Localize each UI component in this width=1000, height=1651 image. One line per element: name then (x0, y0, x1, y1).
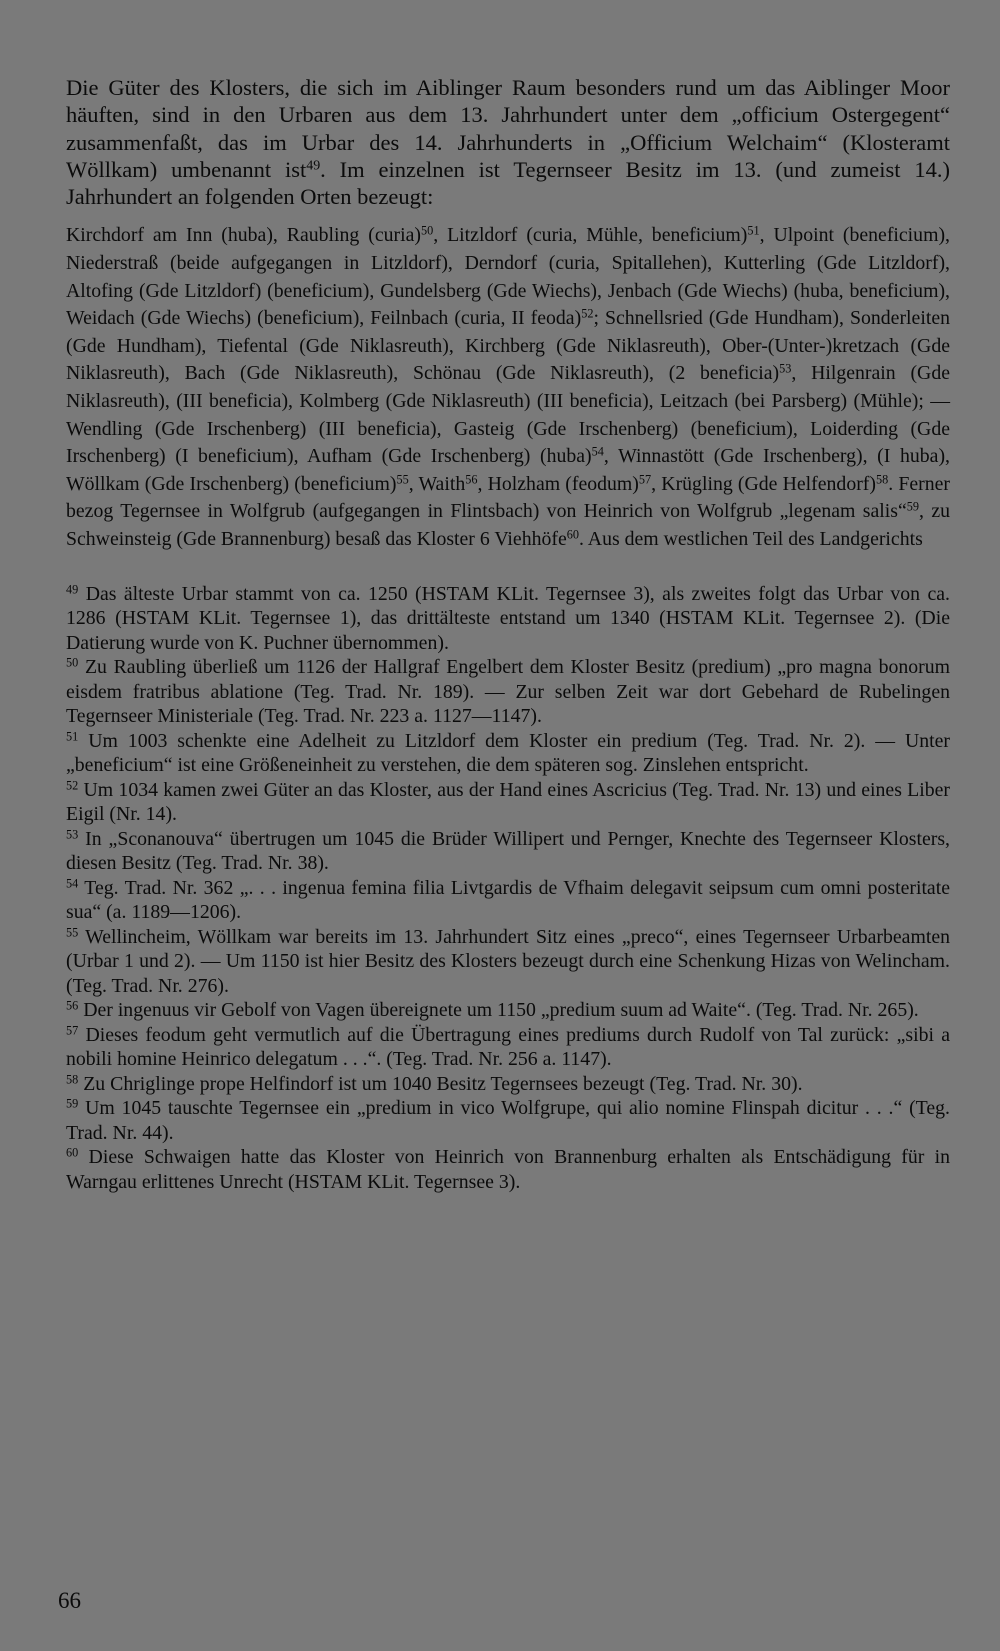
places-paragraph (66, 222, 950, 553)
footnote-number: 58 (66, 1071, 79, 1086)
footnote-text: Teg. Trad. Nr. 362 „. . . ingenua femina filia Livtgardis de Vfhaim delegavit seipsum cum omni posteritate sua“ (a. 1189—1206). (66, 876, 950, 924)
footnote (66, 998, 950, 1023)
footnote-number: 54 (66, 875, 79, 890)
text-run: ; Schnellsried (Gde Hundham), Sonderleiten (Gde Hundham), Tiefental (Gde Niklasreuth), Kirchberg (Gde Niklasreuth), Ober-(Unter-)kretzach (Gde Niklasreuth), Bach (Gde Niklasreuth), Schönau (Gde Niklasreuth), (2 beneficia) (66, 307, 950, 385)
footnote-number: 59 (66, 1096, 79, 1111)
footnote-reference: 56 (465, 472, 478, 487)
text-run: Kirchdorf am Inn (huba), Raubling (curia) (66, 224, 421, 247)
footnote-reference: 55 (396, 472, 409, 487)
text-run: , zu Schweinsteig (Gde Brannenburg) besaß das Kloster 6 Viehhöfe (66, 500, 950, 551)
footnote-text: Um 1003 schenkte eine Adelheit zu Litzldorf dem Kloster ein predium (Teg. Trad. Nr. 2). — Unter „beneficium“ ist eine Größeneinheit zu verstehen, die dem späteren sog. Zinslehen entspricht. (66, 729, 950, 777)
footnote-number: 49 (66, 581, 79, 596)
footnote-number: 55 (66, 924, 79, 939)
footnote-reference: 54 (591, 444, 604, 459)
footnote-reference: 60 (566, 527, 579, 542)
text-run: , Litzldorf (curia, Mühle, beneficium) (433, 224, 748, 247)
footnote-text: Diese Schwaigen hatte das Kloster von Heinrich von Brannenburg erhalten als Entschädigung für in Warngau erlittenes Unrecht (HSTAM KLit. Tegernsee 3). (66, 1146, 950, 1193)
text-run: . Ferner bezog Tegernsee in Wolfgrub (aufgegangen in Flintsbach) von Heinrich von Wolfgrub „legenam salis“ (66, 472, 950, 523)
footnote-text: Um 1045 tauschte Tegernsee ein „predium in vico Wolfgrupe, qui alio nomine Flinspah dicitur . . .“ (Teg. Trad. Nr. 44). (66, 1097, 950, 1144)
footnote (66, 1072, 950, 1097)
text-run: . Im einzelnen ist Tegernseer Besitz im 13. (und zumeist 14.) Jahrhundert an folgenden Orten bezeugt: (66, 156, 950, 210)
footnote-text: Zu Chriglinge prope Helfindorf ist um 1040 Besitz Tegernsees bezeugt (Teg. Trad. Nr. 30). (83, 1072, 803, 1095)
footnote-number: 60 (66, 1145, 79, 1160)
footnote (66, 778, 950, 827)
footnote-number: 53 (66, 826, 79, 841)
footnote-reference: 58 (875, 472, 889, 487)
footnote (66, 655, 950, 729)
footnote-reference: 53 (779, 361, 792, 376)
footnote (66, 1023, 950, 1072)
footnote (66, 876, 950, 925)
footnote-reference: 50 (420, 223, 434, 238)
footnote-text: Zu Raubling überließ um 1126 der Hallgraf Engelbert dem Kloster Besitz (predium) „pro magna bonorum eisdem fratribus ablatione (Teg. Trad. Nr. 189). — Zur selben Zeit war dort Gebehard de Rubelingen Tegernseer Ministeriale (Teg. Trad. Nr. 223 a. 1127—1147). (66, 656, 950, 728)
text-run: Die Güter des Klosters, die sich im Aiblinger Raum besonders rund um das Aiblinger Moor häuften, sind in den Urbaren aus dem 13. Jahrhundert unter dem „officium Ostergegent“ zusammenfaßt, das im Urbar des 14. Jahrhunderts in „Officium Welchaim“ (Klosteramt Wöllkam) umbenannt ist (66, 75, 950, 182)
text-run: , Krügling (Gde Helfendorf) (651, 472, 876, 495)
text-run: . Aus dem westlichen Teil des Landgerichts (579, 528, 923, 551)
text-run: , Holzham (feodum) (477, 472, 639, 495)
footnote-number: 57 (66, 1022, 79, 1037)
footnote-number: 56 (66, 998, 79, 1013)
text-run: , Hilgenrain (Gde Niklasreuth), (III beneficia), Kolmberg (Gde Niklasreuth) (III beneficia), Leitzach (bei Parsberg) (Mühle); — Wendling (Gde Irschenberg) (III beneficia), Gasteig (Gde Irschenberg) (beneficium), Loiderding (Gde Irschenberg) (I beneficium), Aufham (Gde Irschenberg) (huba) (66, 362, 950, 468)
footnote-text: Um 1034 kamen zwei Güter an das Kloster, aus der Hand eines Ascricius (Teg. Trad. Nr. 13) und eines Liber Eigil (Nr. 14). (66, 778, 950, 826)
footnotes (66, 582, 950, 1195)
footnote-reference: 52 (581, 306, 594, 321)
text-run: , Waith (408, 472, 466, 495)
footnote-text: Dieses feodum geht vermutlich auf die Übertragung eines prediums durch Rudolf von Tal zurück: „sibi a nobili homine Heinrico delegatum . . .“. (Teg. Trad. Nr. 256 a. 1147). (66, 1023, 950, 1071)
footnote-text: Wellincheim, Wöllkam war bereits im 13. Jahrhundert Sitz eines „preco“, eines Tegernseer Urbarbeamten (Urbar 1 und 2). — Um 1150 ist hier Besitz des Klosters bezeugt durch eine Schenkung Hizas von Welincham. (Teg. Trad. Nr. 276). (66, 925, 950, 997)
text-run: , Ulpoint (beneficium), Niederstraß (beide aufgegangen in Litzldorf), Derndorf (curia, Spitallehen), Kutterling (Gde Litzldorf), Altofing (Gde Litzldorf) (beneficium), Gundelsberg (Gde Wiechs), Jenbach (Gde Wiechs) (huba, beneficium), Weidach (Gde Wiechs) (beneficium), Feilnbach (curia, II feoda) (66, 224, 950, 330)
footnote (66, 1096, 950, 1145)
footnote-reference: 57 (638, 472, 652, 487)
footnote-number: 52 (66, 777, 79, 792)
footnote-number: 51 (66, 728, 79, 743)
footnote (66, 582, 950, 656)
footnote-number: 50 (66, 655, 79, 670)
footnote-reference: 49 (306, 158, 321, 174)
footnote-text: Der ingenuus vir Gebolf von Vagen übereignete um 1150 „predium suum ad Waite“. (Teg. Trad. Nr. 265). (83, 999, 919, 1022)
page-number: 66 (58, 1588, 81, 1613)
footnote-text: Das älteste Urbar stammt von ca. 1250 (HSTAM KLit. Tegernsee 3), als zweites folgt das Urbar von ca. 1286 (HSTAM KLit. Tegernsee 1), das drittälteste entstand um 1340 (HSTAM KLit. Tegernsee 2). (Die Datierung wurde von K. Puchner übernommen). (66, 582, 950, 654)
footnote-reference: 59 (906, 499, 920, 514)
footnote-reference: 51 (747, 223, 760, 238)
footnote (66, 729, 950, 778)
footnote (66, 1145, 950, 1194)
text-run: , Winnastött (Gde Irschenberg), (I huba), Wöllkam (Gde Irschenberg) (beneficium) (66, 445, 950, 495)
footnote-text: In „Sconanouva“ übertrugen um 1045 die Brüder Willipert und Pernger, Knechte des Tegernseer Klosters, diesen Besitz (Teg. Trad. Nr. 38). (66, 827, 950, 875)
footnote (66, 925, 950, 999)
intro-paragraph (66, 74, 950, 210)
footnote (66, 827, 950, 876)
